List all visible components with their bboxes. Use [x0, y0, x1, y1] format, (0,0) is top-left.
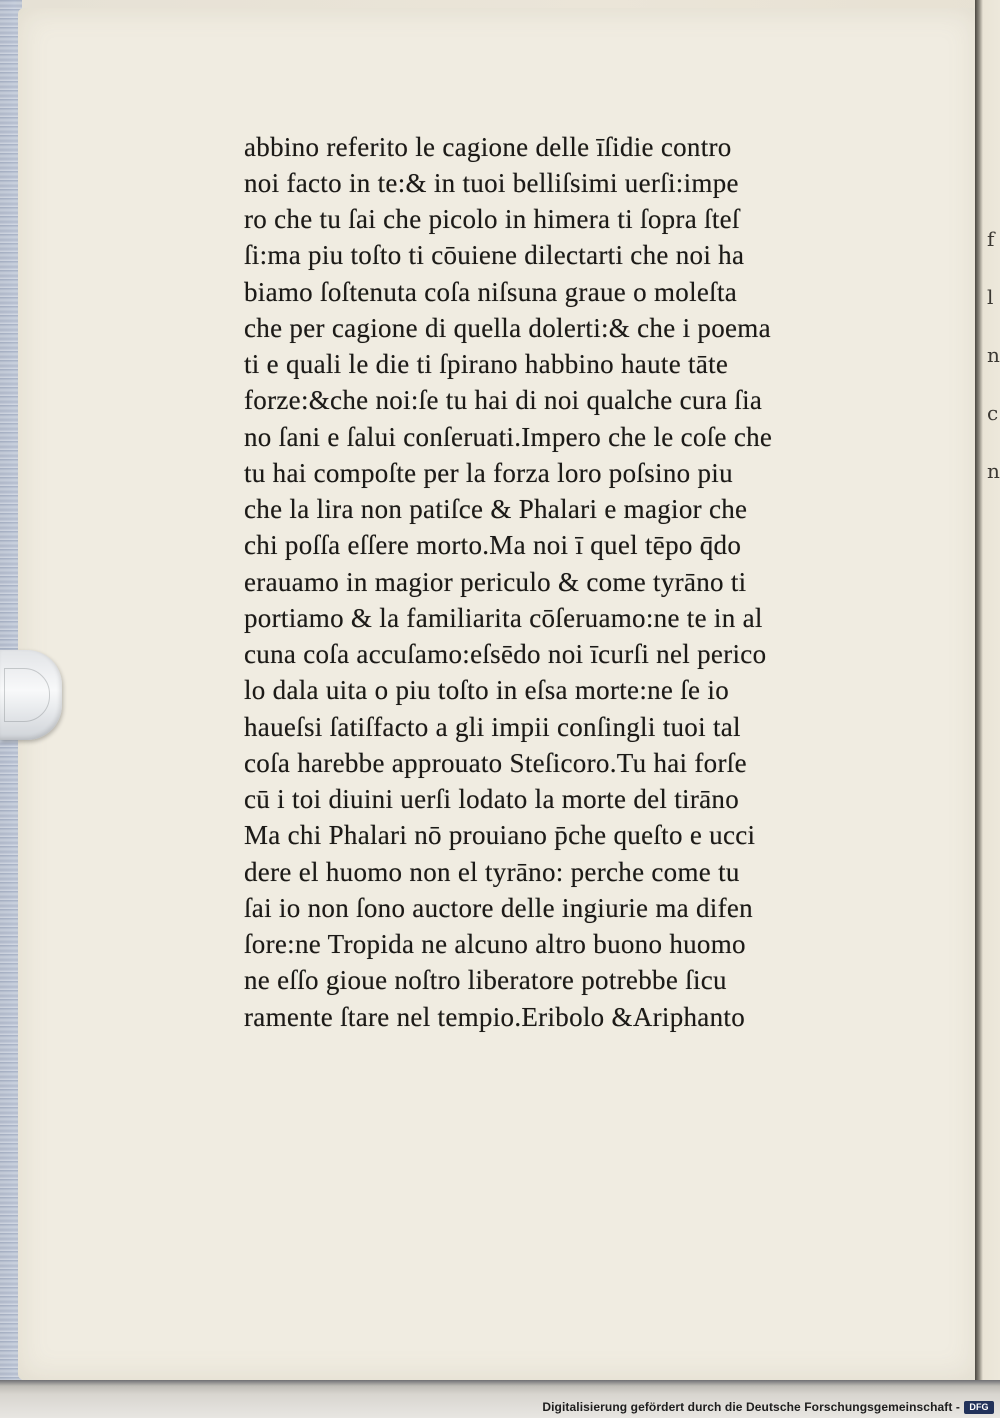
text-line: che per cagione di quella dolerti:& che i poema	[244, 313, 771, 343]
text-line: ſi:ma piu toſto ti cōuiene dilectarti che noi ha	[244, 240, 745, 270]
facing-page-letter: n	[987, 459, 1000, 483]
text-line: erauamo in magior periculo & come tyrāno ti	[244, 567, 747, 597]
text-line: cuna coſa accuſamo:eſsēdo noi īcurſi nel perico	[244, 639, 767, 669]
text-line: ne eſſo gioue noſtro liberatore potrebbe ſicu	[244, 965, 727, 995]
page-clip-highlight	[4, 668, 50, 722]
facing-page-letter: l	[987, 285, 994, 309]
facing-page-fragment	[987, 210, 1000, 500]
text-line: ramente ſtare nel tempio.Eribolo &Ariphanto	[244, 1002, 745, 1032]
text-line: Ma chi Phalari nō prouiano p̄che queſto e ucci	[244, 820, 756, 850]
text-line: cū i toi diuini uerſi lodato la morte del tirāno	[244, 784, 740, 814]
text-line: forze:&che noi:ſe tu hai di noi qualche cura ſia	[244, 385, 763, 415]
text-line: portiamo & la familiarita cōſeruamo:ne te in al	[244, 603, 763, 633]
facing-page-letter: c	[987, 401, 999, 425]
text-line: biamo ſoſtenuta coſa niſsuna graue o moleſta	[244, 277, 738, 307]
text-line: ro che tu ſai che picolo in himera ti ſopra ſteſ	[244, 204, 740, 234]
facing-page-letter: f	[987, 227, 995, 251]
text-line: haueſsi ſatiſfacto a gli impii conſingli tuoi tal	[244, 712, 741, 742]
text-line: coſa harebbe approuato Steſicoro.Tu hai forſe	[244, 748, 747, 778]
text-line: abbino referito le cagione delle īſidie contro	[244, 132, 732, 162]
text-line: che la lira non patiſce & Phalari e magior che	[244, 494, 748, 524]
binding-strip	[975, 0, 1000, 1390]
text-line: no ſani e ſalui conſeruati.Impero che le coſe che	[244, 422, 773, 452]
text-line: ti e quali le die ti ſpirano habbino haute tāte	[244, 349, 729, 379]
facing-page-letter: n	[987, 343, 1000, 367]
text-line: ſai io non ſono auctore delle ingiurie ma difen	[244, 893, 753, 923]
digitization-caption: Digitalisierung gefördert durch die Deutsche Forschungsgemeinschaft -	[542, 1400, 960, 1414]
text-line: noi facto in te:& in tuoi belliſsimi uerſi:impe	[244, 168, 739, 198]
text-line: chi poſſa eſſere morto.Ma noi ī quel tēpo q̄do	[244, 530, 742, 560]
text-line: tu hai compoſte per la forza loro poſsino piu	[244, 458, 733, 488]
digitization-footer	[542, 1398, 994, 1416]
dfg-logo-icon: DFG	[964, 1401, 994, 1414]
text-line: ſore:ne Tropida ne alcuno altro buono huomo	[244, 929, 746, 959]
text-line: dere el huomo non el tyrāno: perche come tu	[244, 857, 740, 887]
page-clip	[0, 650, 62, 740]
text-line: lo dala uita o piu toſto in eſsa morte:ne ſe io	[244, 675, 729, 705]
